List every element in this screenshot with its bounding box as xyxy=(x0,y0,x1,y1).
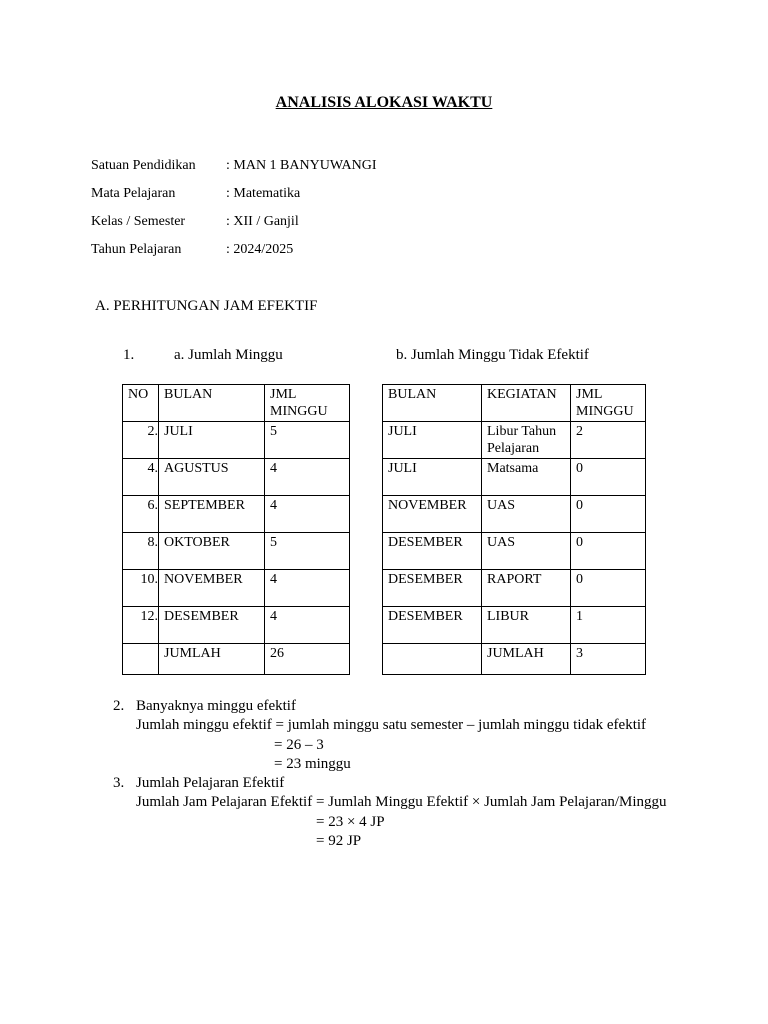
table-row xyxy=(123,496,350,533)
header-cell: NO xyxy=(123,385,159,422)
document-title: ANALISIS ALOKASI WAKTU xyxy=(275,94,493,111)
table-cell: NOVEMBER xyxy=(159,570,265,607)
table-row xyxy=(383,533,646,570)
item2-formula-line: = 26 – 3 xyxy=(274,737,324,753)
table-row xyxy=(123,533,350,570)
header-cell: BULAN xyxy=(383,385,482,422)
table-cell xyxy=(383,644,482,675)
table-cell: 2. xyxy=(123,422,159,459)
info-value-mapel: : Matematika xyxy=(226,186,301,201)
item3-formula-line: = 23 × 4 JP xyxy=(316,814,385,830)
item1-number: 1. xyxy=(123,347,135,363)
table-row xyxy=(123,459,350,496)
table-cell: 8. xyxy=(123,533,159,570)
header-cell: KEGIATAN xyxy=(482,385,571,422)
table-cell: JULI xyxy=(383,422,482,459)
table-cell: JUMLAH xyxy=(482,644,571,675)
info-value-kelas: : XII / Ganjil xyxy=(226,214,299,229)
table-cell: RAPORT xyxy=(482,570,571,607)
table-cell: OKTOBER xyxy=(159,533,265,570)
table-row xyxy=(383,422,646,459)
table-cell: AGUSTUS xyxy=(159,459,265,496)
table-row xyxy=(383,607,646,644)
table-cell: 26 xyxy=(265,644,350,675)
table-row xyxy=(123,570,350,607)
table-cell: JUMLAH xyxy=(159,644,265,675)
table-cell: 4 xyxy=(265,570,350,607)
table-cell: UAS xyxy=(482,533,571,570)
table-cell: JULI xyxy=(383,459,482,496)
item3-heading: Jumlah Pelajaran Efektif xyxy=(136,775,285,791)
header-cell: BULAN xyxy=(159,385,265,422)
section-a-heading: A. PERHITUNGAN JAM EFEKTIF xyxy=(95,298,318,314)
item2-result-line: = 23 minggu xyxy=(274,756,351,772)
item2-heading: Banyaknya minggu efektif xyxy=(136,698,296,714)
info-label-mapel: Mata Pelajaran xyxy=(91,186,176,201)
table-cell: 5 xyxy=(265,533,350,570)
table-cell: 0 xyxy=(571,533,646,570)
item1-sub-b-heading: b. Jumlah Minggu Tidak Efektif xyxy=(396,347,589,363)
table-total-row xyxy=(123,644,350,675)
jumlah-minggu-table xyxy=(122,384,350,675)
table-cell: 0 xyxy=(571,570,646,607)
table-cell: DESEMBER xyxy=(159,607,265,644)
table-header-row xyxy=(383,385,646,422)
table-row xyxy=(383,459,646,496)
minggu-tidak-efektif-table xyxy=(382,384,646,675)
table-row xyxy=(123,422,350,459)
table-cell: 10. xyxy=(123,570,159,607)
item1-sub-a-heading: a. Jumlah Minggu xyxy=(174,347,283,363)
table-cell: UAS xyxy=(482,496,571,533)
table-cell: NOVEMBER xyxy=(383,496,482,533)
info-label-tahun: Tahun Pelajaran xyxy=(91,242,182,257)
header-cell: JML MINGGU xyxy=(571,385,646,422)
table-cell: 4 xyxy=(265,607,350,644)
table-cell: 0 xyxy=(571,459,646,496)
table-cell: 1 xyxy=(571,607,646,644)
item3-number: 3. xyxy=(113,775,125,791)
table-total-row xyxy=(383,644,646,675)
table-cell: DESEMBER xyxy=(383,607,482,644)
table-row xyxy=(123,607,350,644)
table-cell: 0 xyxy=(571,496,646,533)
table-cell: DESEMBER xyxy=(383,570,482,607)
table-cell: 2 xyxy=(571,422,646,459)
table-cell: SEPTEMBER xyxy=(159,496,265,533)
table-cell: 5 xyxy=(265,422,350,459)
table-cell: LIBUR xyxy=(482,607,571,644)
info-value-satuan: : MAN 1 BANYUWANGI xyxy=(226,158,377,173)
table-row xyxy=(383,496,646,533)
item2-number: 2. xyxy=(113,698,125,714)
header-cell: JML MINGGU xyxy=(265,385,350,422)
table-cell: 3 xyxy=(571,644,646,675)
table-cell: 6. xyxy=(123,496,159,533)
table-cell: Libur Tahun Pelajaran xyxy=(482,422,571,459)
table-cell: 4 xyxy=(265,496,350,533)
info-value-tahun: : 2024/2025 xyxy=(226,242,294,257)
table-cell: 4. xyxy=(123,459,159,496)
table-cell: 4 xyxy=(265,459,350,496)
table-cell xyxy=(123,644,159,675)
info-label-kelas: Kelas / Semester xyxy=(91,214,186,229)
table-cell: 12. xyxy=(123,607,159,644)
table-cell: DESEMBER xyxy=(383,533,482,570)
table-cell: Matsama xyxy=(482,459,571,496)
item3-result-line: = 92 JP xyxy=(316,833,362,849)
table-row xyxy=(383,570,646,607)
info-label-satuan: Satuan Pendidikan xyxy=(91,158,196,173)
item3-formula-line: Jumlah Jam Pelajaran Efektif = Jumlah Minggu Efektif × Jumlah Jam Pelajaran/Minggu xyxy=(136,794,667,810)
item2-formula-line: Jumlah minggu efektif = jumlah minggu satu semester – jumlah minggu tidak efektif xyxy=(136,717,647,733)
table-header-row xyxy=(123,385,350,422)
table-cell: JULI xyxy=(159,422,265,459)
